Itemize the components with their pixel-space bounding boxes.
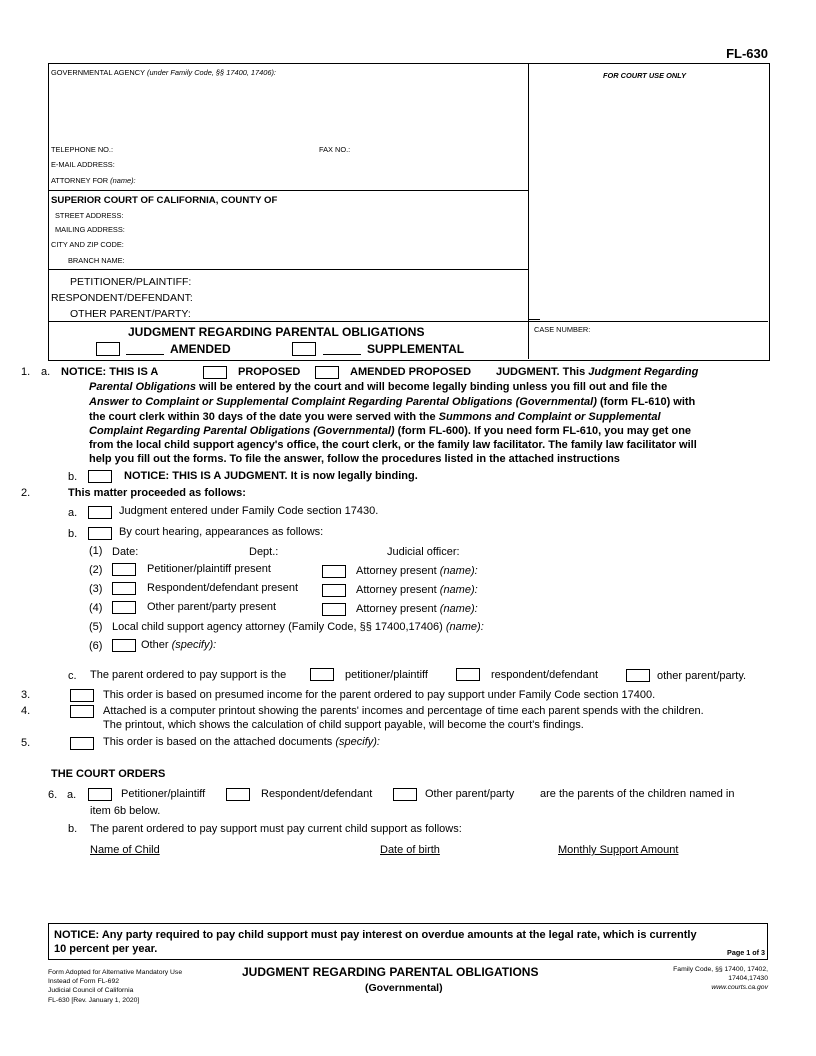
item-4-checkbox[interactable] [70, 705, 94, 718]
item-5-number: 5. [21, 737, 31, 749]
supplemental-checkbox[interactable] [292, 342, 316, 356]
item-2b-text: By court hearing, appearances as follows: [119, 526, 324, 538]
hearing-row-1-number: (1) [89, 545, 103, 557]
item-3-text: This order is based on presumed income for the parent ordered to pay support under Family Code section 17400. [103, 689, 656, 701]
footer-code-2: 17404,17430 [728, 975, 768, 983]
caption-title: JUDGMENT REGARDING PARENTAL OBLIGATIONS [128, 325, 425, 339]
column-name-of-child: Name of Child [90, 844, 160, 856]
item-6b-text: The parent ordered to pay support must pay current child support as follows: [90, 823, 462, 835]
item-6a-letter: a. [67, 789, 77, 801]
supplemental-label: SUPPLEMENTAL [367, 342, 465, 356]
amended-label: AMENDED [170, 342, 231, 356]
item-1-number: 1. [21, 366, 31, 378]
court-use-label: FOR COURT USE ONLY [603, 71, 687, 80]
item-1a-line-2: Parental Obligations will be entered by the court and will become legally binding unless you fill out and file the [89, 381, 668, 393]
hearing-officer-label: Judicial officer: [387, 546, 460, 558]
hearing-row-3-number: (3) [89, 583, 103, 595]
attorney-present-4-label: Attorney present (name): [356, 603, 478, 615]
item-2a-text: Judgment entered under Family Code section 17430. [119, 505, 379, 517]
payer-respondent-label: respondent/defendant [491, 669, 599, 681]
footer-title: JUDGMENT REGARDING PARENTAL OBLIGATIONS [242, 965, 539, 979]
other-parent-present-checkbox[interactable] [112, 601, 136, 614]
other-parent-label: OTHER PARENT/PARTY: [70, 308, 191, 320]
judgment-this-label: JUDGMENT. This Judgment Regarding [496, 366, 699, 378]
item-2c-text: The parent ordered to pay support is the [90, 669, 287, 681]
parents-other-checkbox[interactable] [393, 788, 417, 801]
hearing-dept-label: Dept.: [249, 546, 279, 558]
column-date-of-birth: Date of birth [380, 844, 440, 856]
item-4-line-2: The printout, which shows the calculation of child support payable, will become the court's findings. [103, 719, 584, 731]
form-number: FL-630 [726, 46, 768, 61]
proposed-label: PROPOSED [238, 366, 301, 378]
parents-respondent-label: Respondent/defendant [261, 788, 373, 800]
hearing-date-label: Date: [112, 546, 139, 558]
petitioner-present-label: Petitioner/plaintiff present [147, 563, 271, 575]
amended-proposed-label: AMENDED PROPOSED [350, 366, 472, 378]
footer-revision: FL-630 [Rev. January 1, 2020] [48, 996, 140, 1004]
item-2a-letter: a. [68, 507, 78, 519]
item-1a-notice: NOTICE: THIS IS A [61, 366, 159, 378]
column-monthly-support: Monthly Support Amount [558, 844, 679, 856]
mailing-label: MAILING ADDRESS: [55, 225, 125, 234]
respondent-label: RESPONDENT/DEFENDANT: [51, 292, 193, 304]
agency-attorney-label: Local child support agency attorney (Family Code, §§ 17400,17406) (name): [112, 621, 484, 633]
item-3-number: 3. [21, 689, 31, 701]
item-4-line-1: Attached is a computer printout showing the parents' incomes and percentage of time each parent spends with the children. [103, 705, 704, 717]
supplemental-number-line [323, 354, 361, 355]
fax-label: FAX NO.: [319, 145, 351, 154]
attorney-present-2-label: Attorney present (name): [356, 565, 478, 577]
item-3-checkbox[interactable] [70, 689, 94, 702]
attorney-present-3-label: Attorney present (name): [356, 584, 478, 596]
item-2-title: This matter proceeded as follows: [68, 487, 246, 499]
payer-petitioner-label: petitioner/plaintiff [345, 669, 428, 681]
payer-petitioner-checkbox[interactable] [310, 668, 334, 681]
hearing-row-4-number: (4) [89, 602, 103, 614]
payer-respondent-checkbox[interactable] [456, 668, 480, 681]
respondent-present-label: Respondent/defendant present [147, 582, 299, 594]
footer-right [673, 965, 768, 993]
parents-petitioner-label: Petitioner/plaintiff [121, 788, 206, 800]
amended-proposed-checkbox[interactable] [315, 366, 339, 379]
footer-adopted: Form Adopted for Alternative Mandatory Use [48, 969, 183, 976]
footer-left [48, 968, 182, 1005]
parents-petitioner-checkbox[interactable] [88, 788, 112, 801]
other-parent-present-label: Other parent/party present [147, 601, 277, 613]
case-number-label: CASE NUMBER: [534, 325, 591, 334]
respondent-present-checkbox[interactable] [112, 582, 136, 595]
item-4-number: 4. [21, 705, 31, 717]
item-1a-line-4: the court clerk within 30 days of the date you were served with the Summons and Complaint or Supplemental [89, 411, 661, 423]
interest-notice-box [48, 923, 768, 960]
proposed-checkbox[interactable] [203, 366, 227, 379]
payer-other-label: other parent/party. [657, 670, 747, 682]
footer-instead: Instead of Form FL-692 [48, 978, 120, 986]
item-6-number: 6. [48, 789, 58, 801]
item-6a-text: are the parents of the children named in [540, 788, 735, 800]
item-6a-continued: item 6b below. [90, 805, 161, 817]
attorney-present-2-checkbox[interactable] [322, 565, 346, 578]
hearing-row-6-number: (6) [89, 640, 103, 652]
page-number: Page 1 of 3 [727, 948, 765, 957]
petitioner-label: PETITIONER/PLAINTIFF: [70, 276, 192, 288]
other-appearance-label: Other (specify): [141, 639, 217, 651]
item-1b-letter: b. [68, 471, 78, 483]
item-1a-letter: a. [41, 366, 51, 378]
item-1a-line-6: from the local child support agency's office, the court clerk, or the family law facilitator. The family law facilitator will [89, 439, 697, 451]
item-5-checkbox[interactable] [70, 737, 94, 750]
item-2a-checkbox[interactable] [88, 506, 112, 519]
item-2b-checkbox[interactable] [88, 527, 112, 540]
branch-label: BRANCH NAME: [68, 256, 125, 265]
item-1b-text: NOTICE: THIS IS A JUDGMENT. It is now legally binding. [124, 470, 418, 482]
hearing-row-5-number: (5) [89, 621, 103, 633]
court-title: SUPERIOR COURT OF CALIFORNIA, COUNTY OF [51, 195, 278, 206]
attorney-present-3-checkbox[interactable] [322, 584, 346, 597]
petitioner-present-checkbox[interactable] [112, 563, 136, 576]
item-1a-line-7: help you fill out the forms. To file the answer, follow the procedures listed in the attached instructions [89, 453, 620, 465]
agency-label: GOVERNMENTAL AGENCY (under Family Code, §§ 17400, 17406): [51, 68, 276, 77]
footer-code-1: Family Code, §§ 17400, 17402, [673, 966, 768, 973]
email-label: E-MAIL ADDRESS: [51, 160, 115, 169]
street-label: STREET ADDRESS: [55, 211, 124, 220]
hearing-row-2-number: (2) [89, 564, 103, 576]
footer-subtitle: (Governmental) [365, 982, 443, 994]
item-1a-line-3: Answer to Complaint or Supplemental Complaint Regarding Parental Obligations (Governmental) (form FL-610) with [89, 396, 696, 408]
amended-checkbox[interactable] [96, 342, 120, 356]
item-5-text: This order is based on the attached documents (specify): [103, 736, 380, 748]
footer-website[interactable]: www.courts.ca.gov [711, 984, 768, 992]
city-zip-label: CITY AND ZIP CODE: [51, 240, 124, 249]
interest-notice-line-2: 10 percent per year. [54, 943, 158, 955]
parents-other-label: Other parent/party [425, 788, 515, 800]
item-2b-letter: b. [68, 528, 78, 540]
interest-notice-line-1: NOTICE: Any party required to pay child support must pay interest on overdue amounts at the legal rate, which is currently [54, 929, 697, 941]
item-1a-line-5: Complaint Regarding Parental Obligations (Governmental) (form FL-600). If you need form FL-610, you may get one [89, 425, 692, 437]
attorney-for-label: ATTORNEY FOR (name): [51, 176, 136, 185]
court-orders-title: THE COURT ORDERS [51, 768, 166, 780]
item-2-number: 2. [21, 487, 31, 499]
payer-other-checkbox[interactable] [626, 669, 650, 682]
telephone-label: TELEPHONE NO.: [51, 145, 114, 154]
footer-council: Judicial Council of California [48, 987, 134, 995]
parents-respondent-checkbox[interactable] [226, 788, 250, 801]
judgment-notice-checkbox[interactable] [88, 470, 112, 483]
other-appearance-checkbox[interactable] [112, 639, 136, 652]
item-6b-letter: b. [68, 823, 78, 835]
attorney-present-4-checkbox[interactable] [322, 603, 346, 616]
amended-number-line [126, 354, 164, 355]
item-2c-letter: c. [68, 670, 77, 682]
